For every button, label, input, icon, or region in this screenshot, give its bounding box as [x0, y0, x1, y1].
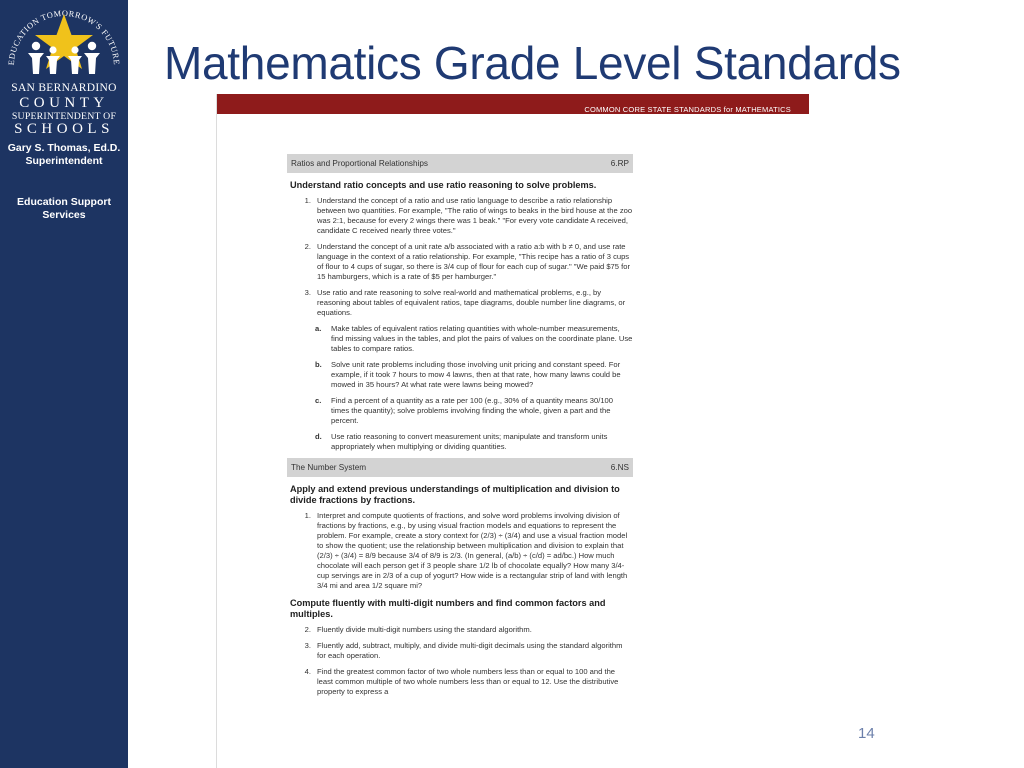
sub-item [315, 360, 633, 390]
county-schools-logo [0, 0, 128, 140]
logo-line-county: COUNTY [19, 95, 109, 111]
sub-item-text: Make tables of equivalent ratios relating quantities with whole-number measurements, find missing values in the tables, and plot the pairs of values on the coordinate plane. Use tables to compare ratios. [331, 324, 633, 353]
sub-item-text: Find a percent of a quantity as a rate per 100 (e.g., 30% of a quantity means 30/100 times the quantity); solve problems involving finding the whole, given a part and the percent. [331, 396, 613, 425]
sub-item-text: Use ratio reasoning to convert measurement units; manipulate and transform units appropriately when multiplying or dividing quantities. [331, 432, 608, 451]
cluster-heading: Understand ratio concepts and use ratio reasoning to solve problems. [290, 180, 597, 190]
superintendent-title: Superintendent [25, 155, 103, 167]
section-name: Ratios and Proportional Relationships [291, 159, 428, 168]
document-body [287, 154, 633, 703]
department-line-2: Services [42, 209, 86, 221]
superintendent-name: Gary S. Thomas, Ed.D. [7, 142, 121, 154]
standards-document-image [216, 94, 809, 768]
sub-item-letter: a. [315, 324, 322, 333]
standard-text: Understand the concept of a ratio and use ratio language to describe a ratio relationship between two quantities. For example, "The ratio of wings to beaks in the bird house at the zoo was 2:1, because for every 2 wings there was 1 beak." "For every vote candidate A received, candidate C received nearly three votes." [317, 196, 633, 235]
standard-item [287, 625, 633, 635]
section-bar [287, 458, 633, 477]
standard-number: 1. [304, 511, 311, 520]
standard-number: 3. [304, 288, 311, 297]
section-code: 6.NS [610, 463, 629, 472]
standard-text: Understand the concept of a unit rate a/b associated with a ratio a:b with b ≠ 0, and use rate language in the context of a ratio relationship. For example, "This recipe has a ratio of 3 cups of flour to 4 cups of sugar, so there is 3/4 cup of flour for each cup of sugar." "We paid $75 for 15 hamburgers, which is a rate of $5 per hamburger." [317, 242, 630, 281]
standard-number: 2. [304, 242, 311, 251]
section-bar [287, 154, 633, 173]
document-header: COMMON CORE STATE STANDARDS for MATHEMATICS [217, 94, 809, 114]
sidebar [0, 0, 128, 768]
standard-text: Use ratio and rate reasoning to solve real-world and mathematical problems, e.g., by reasoning about tables of equivalent ratios, tape diagrams, double number line diagrams, or equations. [317, 288, 626, 317]
sub-item [315, 396, 633, 426]
slide-title: Mathematics Grade Level Standards [164, 37, 901, 89]
section-code: 6.RP [610, 159, 629, 168]
standard-number: 4. [304, 667, 311, 676]
standard-text: Fluently add, subtract, multiply, and divide multi-digit decimals using the standard algorithm for each operation. [317, 641, 623, 660]
department-line-1: Education Support [17, 196, 111, 208]
logo-emblem [0, 0, 128, 82]
department-name [0, 196, 128, 222]
sub-item [315, 432, 633, 452]
sub-item [315, 324, 633, 354]
standard-item [287, 288, 633, 318]
standard-item [287, 196, 633, 236]
sub-item-letter: c. [315, 396, 322, 405]
standard-number: 3. [304, 641, 311, 650]
standard-item [287, 641, 633, 661]
standard-item [287, 667, 633, 697]
section-name: The Number System [291, 463, 367, 472]
standard-item [287, 511, 633, 591]
standard-text: Interpret and compute quotients of fractions, and solve word problems involving division of fractions by fractions, e.g., by using visual fraction models and equations to represent the problem. For example, create a story context for (2/3) ÷ (3/4) and use a visual fraction model to show the quotient; use the relationship between multiplication and division to explain that (2/3) ÷ (3/4) = 8/9 because 3/4 of 8/9 is 2/3. (In general, (a/b) ÷ (c/d) = ad/bc.) How much chocolate will each person get if 3 people share 1/2 lb of chocolate equally? How many 3/4-cup servings are in 2/3 of a cup of yogurt? How wide is a rectangular strip of land with length 3/4 mi and area 1/2 square mi? [317, 511, 628, 590]
sub-item-letter: d. [315, 432, 322, 441]
cluster-heading: Compute fluently with multi-digit numbers and find common factors and multiples. [290, 598, 606, 619]
standard-item [287, 242, 633, 282]
superintendent-info [0, 142, 128, 168]
sub-item-letter: b. [315, 360, 322, 369]
logo-line-superintendent-of: SUPERINTENDENT OF [11, 111, 117, 122]
cluster-heading: Apply and extend previous understandings of multiplication and division to divide fractions by fractions. [290, 484, 620, 505]
logo-arc-text: EDUCATION TOMORROW'S FUTURE [6, 8, 122, 66]
standard-number: 1. [304, 196, 311, 205]
standard-number: 2. [304, 625, 311, 634]
sub-item-text: Solve unit rate problems including those involving unit pricing and constant speed. For example, if it took 7 hours to mow 4 lawns, then at that rate, how many lawns could be mowed in 35 hours? At what rate were lawns being mowed? [331, 360, 621, 389]
logo-line-san-bernardino: SAN BERNARDINO [11, 82, 117, 94]
page-number: 14 [858, 725, 875, 742]
standard-text: Fluently divide multi-digit numbers using the standard algorithm. [317, 625, 532, 634]
logo-line-schools: SCHOOLS [14, 121, 114, 137]
standard-text: Find the greatest common factor of two whole numbers less than or equal to 100 and the least common multiple of two whole numbers less than or equal to 12. Use the distributive property to express a [317, 667, 619, 696]
